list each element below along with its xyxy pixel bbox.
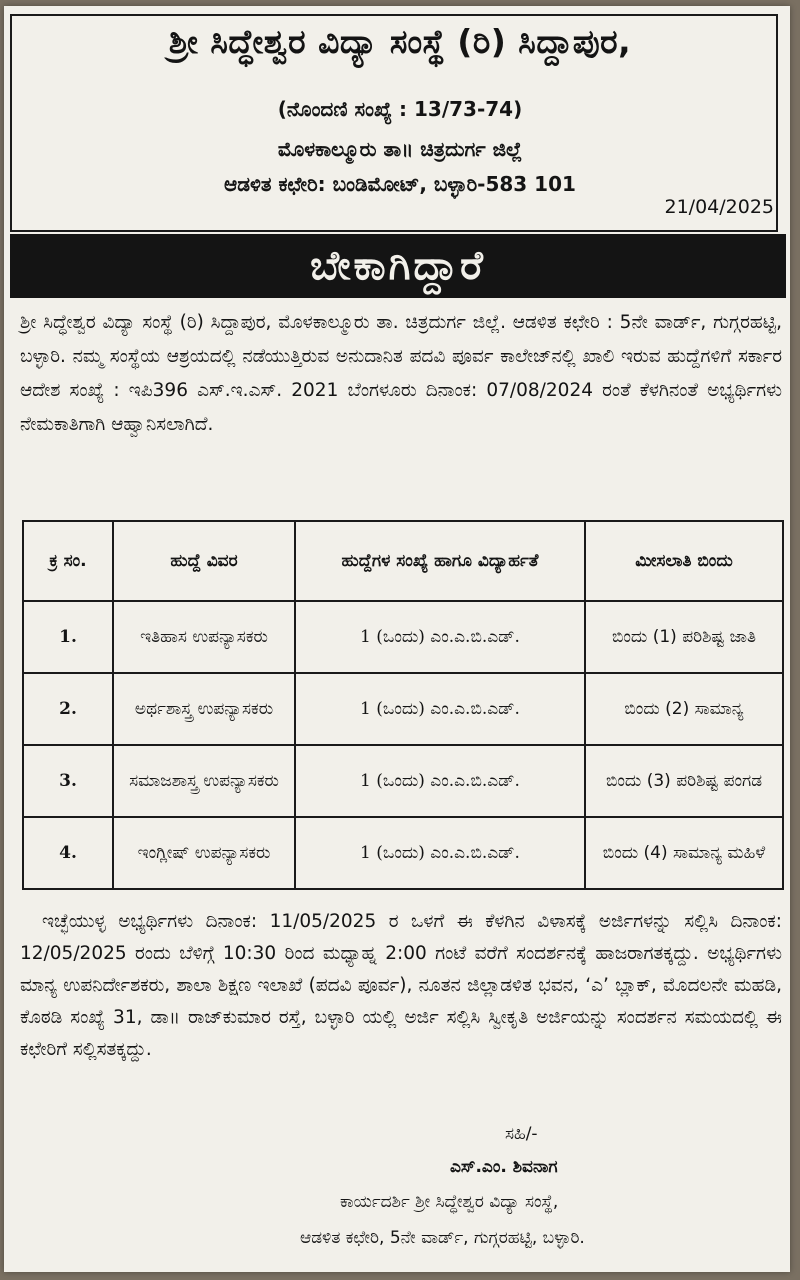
- vacancy-table: [22, 520, 784, 890]
- closing-paragraph: ಇಚ್ಛೆಯುಳ್ಳ ಅಭ್ಯರ್ಥಿಗಳು ದಿನಾಂಕ: 11/05/2025 ರ ಒಳಗೆ ಈ ಕೆಳಗಿನ ವಿಳಾಸಕ್ಕೆ ಅರ್ಜಿಗಳನ್ನು ಸಲ್ಲಿಸಿ ದಿನಾಂಕ: 12/05/2025 ರಂದು ಬೆಳಿಗ್ಗೆ 10:30 ರಿಂದ ಮಧ್ಯಾಹ್ನ 2:00 ಗಂಟೆ ವರೆಗೆ ಸಂದರ್ಶನಕ್ಕೆ ಹಾಜರಾಗತಕ್ಕದ್ದು. ಅಭ್ಯರ್ಥಿಗಳು ಮಾನ್ಯ ಉಪನಿರ್ದೇಶಕರು, ಶಾಲಾ ಶಿಕ್ಷಣ ಇಲಾಖೆ (ಪದವಿ ಪೂರ್ವ), ನೂತನ ಜಿಲ್ಲಾಡಳಿತ ಭವನ, ‘ಎ’ ಬ್ಲಾಕ್, ಮೊದಲನೇ ಮಹಡಿ, ಕೊಠಡಿ ಸಂಖ್ಯೆ 31, ಡಾ॥ ರಾಜ್‌ಕುಮಾರ ರಸ್ತೆ, ಬಳ್ಳಾರಿ ಯಲ್ಲಿ ಅರ್ಜಿ ಸಲ್ಲಿಸಿ ಸ್ವೀಕೃತಿ ಅರ್ಜಿಯನ್ನು ಸಂದರ್ಶನ ಸಮಯದಲ್ಲಿ ಈ ಕಛೇರಿಗೆ ಸಲ್ಲಿಸತಕ್ಕದ್ದು.: [20, 911, 782, 1060]
- row-roster: ಬಿಂದು (3) ಪರಿಶಿಷ್ಟ ಪಂಗಡ: [585, 745, 783, 817]
- row-count-qualification: 1 (ಒಂದು) ಎಂ.ಎ.ಬಿ.ಎಡ್.: [295, 601, 585, 673]
- signatory-name: ಎಸ್.ಎಂ. ಶಿವನಾಗ: [450, 1157, 558, 1177]
- table-header-row: [23, 521, 783, 601]
- row-sl-no: 3.: [23, 745, 113, 817]
- row-sl-no: 1.: [23, 601, 113, 673]
- row-roster: ಬಿಂದು (1) ಪರಿಶಿಷ್ಟ ಜಾತಿ: [585, 601, 783, 673]
- signatory-address: ಆಡಳಿತ ಕಛೇರಿ, 5ನೇ ವಾರ್ಡ್, ಗುಗ್ಗರಹಟ್ಟಿ, ಬಳ್ಳಾರಿ.: [300, 1228, 585, 1248]
- notice-date: 21/04/2025: [664, 196, 774, 218]
- row-count-qualification: 1 (ಒಂದು) ಎಂ.ಎ.ಬಿ.ಎಡ್.: [295, 817, 585, 889]
- office-address: ಆಡಳಿತ ಕಛೇರಿ: ಬಂಡಿಮೋಟ್, ಬಳ್ಳಾರಿ-583 101: [224, 172, 576, 196]
- row-post: ಅರ್ಥಶಾಸ್ತ್ರ ಉಪನ್ಯಾಸಕರು: [113, 673, 295, 745]
- organization-name: ಶ್ರೀ ಸಿದ್ಧೇಶ್ವರ ವಿದ್ಯಾ ಸಂಸ್ಥೆ (ರಿ) ಸಿದ್ದಾಪುರ,: [168, 22, 632, 61]
- intro-paragraph: ಶ್ರೀ ಸಿದ್ಧೇಶ್ವರ ವಿದ್ಯಾ ಸಂಸ್ಥೆ (ರಿ) ಸಿದ್ದಾಪುರ, ಮೊಳಕಾಲ್ಮೂರು ತಾ. ಚಿತ್ರದುರ್ಗ ಜಿಲ್ಲೆ. ಆಡಳಿತ ಕಛೇರಿ : 5ನೇ ವಾರ್ಡ್, ಗುಗ್ಗರಹಟ್ಟಿ, ಬಳ್ಳಾರಿ. ನಮ್ಮ ಸಂಸ್ಥೆಯ ಆಶ್ರಯದಲ್ಲಿ ನಡೆಯುತ್ತಿರುವ ಅನುದಾನಿತ ಪದವಿ ಪೂರ್ವ ಕಾಲೇಜ್‌ನಲ್ಲಿ ಖಾಲಿ ಇರುವ ಹುದ್ದೆಗಳಿಗೆ ಸರ್ಕಾರ ಆದೇಶ ಸಂಖ್ಯೆ : ಇಪಿ396 ಎಸ್.ಇ.ಎಸ್. 2021 ಬೆಂಗಳೂರು ದಿನಾಂಕ: 07/08/2024 ರಂತೆ ಕೆಳಗಿನಂತೆ ಅಭ್ಯರ್ಥಿಗಳು ನೇಮಕಾತಿಗಾಗಿ ಆಹ್ವಾನಿಸಲಾಗಿದೆ.: [20, 312, 782, 435]
- row-roster: ಬಿಂದು (2) ಸಾಮಾನ್ಯ: [585, 673, 783, 745]
- wanted-banner: ಬೇಕಾಗಿದ್ದಾರೆ: [10, 234, 786, 298]
- registration-number: (ನೊಂದಣಿ ಸಂಖ್ಯೆ : 13/73-74): [277, 97, 523, 121]
- row-post: ಸಮಾಜಶಾಸ್ತ್ರ ಉಪನ್ಯಾಸಕರು: [113, 745, 295, 817]
- signatory-designation: ಕಾರ್ಯದರ್ಶಿ ಶ್ರೀ ಸಿದ್ಧೇಶ್ವರ ವಿದ್ಯಾ ಸಂಸ್ಥೆ,: [340, 1192, 559, 1212]
- header-sl-no: ಕ್ರ ಸಂ.: [23, 521, 113, 601]
- row-sl-no: 4.: [23, 817, 113, 889]
- header-roster-point: ಮೀಸಲಾತಿ ಬಿಂದು: [585, 521, 783, 601]
- table-row: [23, 817, 783, 889]
- header-post-details: ಹುದ್ದೆ ವಿವರ: [113, 521, 295, 601]
- row-count-qualification: 1 (ಒಂದು) ಎಂ.ಎ.ಬಿ.ಎಡ್.: [295, 673, 585, 745]
- row-post: ಇತಿಹಾಸ ಉಪನ್ಯಾಸಕರು: [113, 601, 295, 673]
- row-sl-no: 2.: [23, 673, 113, 745]
- table-row: [23, 673, 783, 745]
- header-count-qualification: ಹುದ್ದೆಗಳ ಸಂಖ್ಯೆ ಹಾಗೂ ವಿದ್ಯಾರ್ಹತೆ: [295, 521, 585, 601]
- signed-mark: ಸಹಿ/-: [505, 1124, 538, 1144]
- table-row: [23, 745, 783, 817]
- row-count-qualification: 1 (ಒಂದು) ಎಂ.ಎ.ಬಿ.ಎಡ್.: [295, 745, 585, 817]
- taluk-district: ಮೊಳಕಾಲ್ಮೂರು ತಾ॥ ಚಿತ್ರದುರ್ಗ ಜಿಲ್ಲೆ: [277, 137, 523, 161]
- row-roster: ಬಿಂದು (4) ಸಾಮಾನ್ಯ ಮಹಿಳೆ: [585, 817, 783, 889]
- table-row: [23, 601, 783, 673]
- row-post: ಇಂಗ್ಲೀಷ್ ಉಪನ್ಯಾಸಕರು: [113, 817, 295, 889]
